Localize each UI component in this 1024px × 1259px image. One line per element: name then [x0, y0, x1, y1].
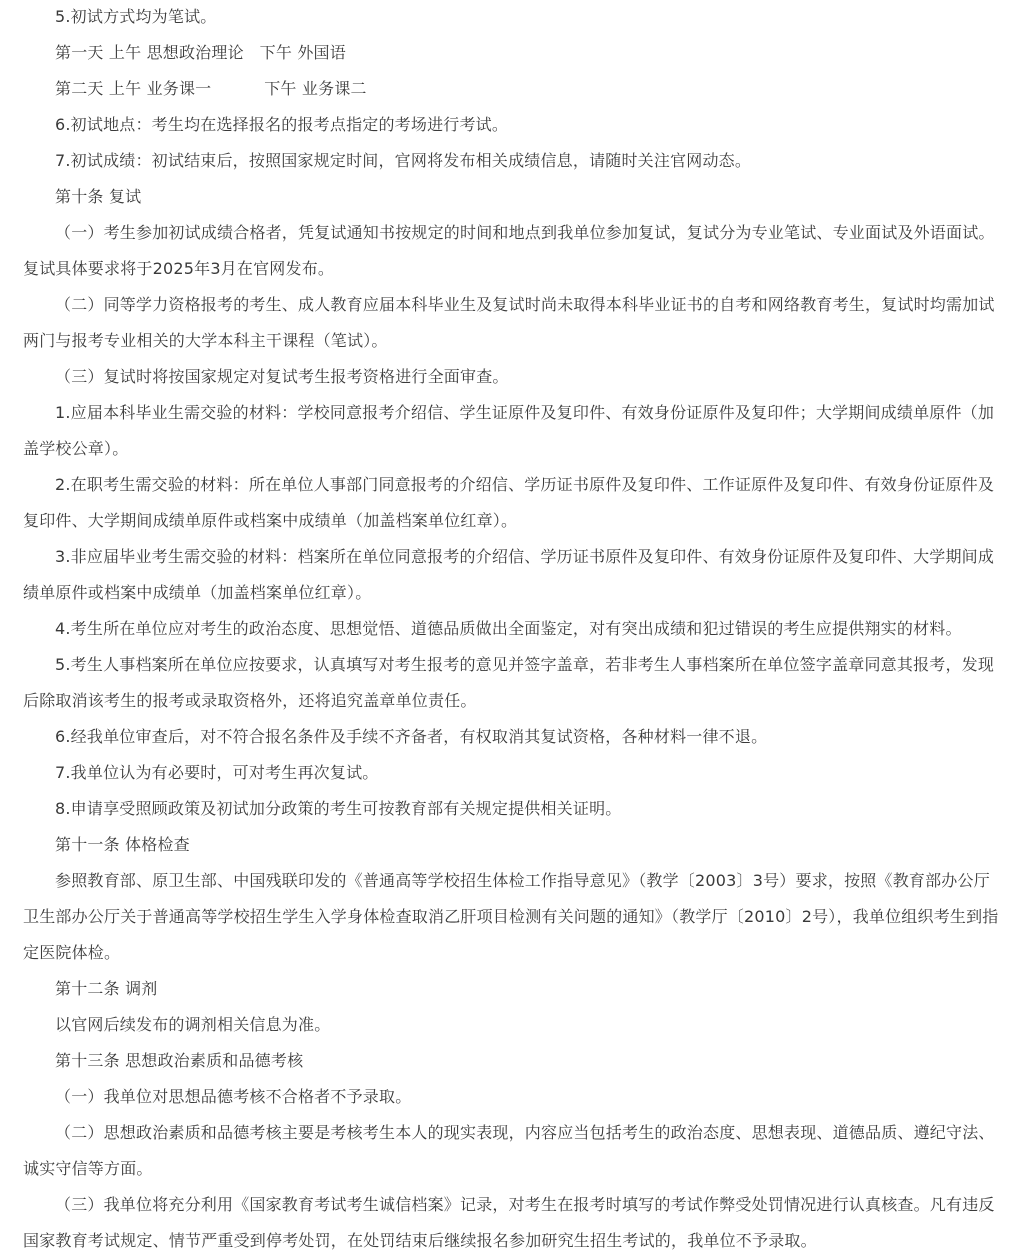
section-heading-adjustment: 第十二条 调剂: [55, 979, 158, 998]
paragraph-archive-unit: 5.考生人事档案所在单位应按要求，认真填写对考生报考的意见并签字盖章，若非考生人事档案所在单位签字盖章同意其报考，发现后除取消该考生的报考或录取资格外，还将追究盖章单位责任。: [23, 655, 995, 710]
paragraph-exam-results: 7.初试成绩：初试结束后，按照国家规定时间，官网将发布相关成绩信息，请随时关注官网动态。: [55, 151, 752, 170]
paragraph-unit-appraisal: 4.考生所在单位应对考生的政治态度、思想觉悟、道德品质做出全面鉴定，对有突出成绩和犯过错误的考生应提供翔实的材料。: [55, 619, 962, 638]
paragraph-day-one: 第一天 上午 思想政治理论 下午 外国语: [55, 43, 346, 62]
paragraph-material-employed: 2.在职考生需交验的材料：所在单位人事部门同意报考的介绍信、学历证书原件及复印件、工作证原件及复印件、有效身份证原件及复印件、大学期间成绩单原件或档案中成绩单（加盖档案单位红章）。: [23, 475, 995, 530]
paragraph-re-retest: 7.我单位认为有必要时，可对考生再次复试。: [55, 763, 379, 782]
paragraph-material-non-graduates: 3.非应届毕业考生需交验的材料：档案所在单位同意报考的介绍信、学历证书原件及复印件、有效身份证原件及复印件、大学期间成绩单原件或档案中成绩单（加盖档案单位红章）。: [23, 547, 995, 602]
section-heading-moral-assessment: 第十三条 思想政治素质和品德考核: [55, 1051, 304, 1070]
paragraph-exam-method: 5.初试方式均为笔试。: [55, 7, 217, 26]
section-heading-health-check: 第十一条 体格检查: [55, 835, 190, 854]
paragraph-moral-one: （一）我单位对思想品德考核不合格者不予录取。: [55, 1087, 412, 1106]
paragraph-material-graduates: 1.应届本科毕业生需交验的材料：学校同意报考介绍信、学生证原件及复印件、有效身份证原件及复印件；大学期间成绩单原件（加盖学校公章）。: [23, 403, 995, 458]
paragraph-retest-one: （一）考生参加初试成绩合格者，凭复试通知书按规定的时间和地点到我单位参加复试，复试分为专业笔试、专业面试及外语面试。复试具体要求将于2025年3月在官网发布。: [23, 223, 995, 278]
paragraph-moral-two: （二）思想政治素质和品德考核主要是考核考生本人的现实表现，内容应当包括考生的政治态度、思想表现、道德品质、遵纪守法、诚实守信等方面。: [23, 1123, 995, 1178]
paragraph-retest-three: （三）复试时将按国家规定对复试考生报考资格进行全面审查。: [55, 367, 509, 386]
paragraph-adjustment: 以官网后续发布的调剂相关信息为准。: [55, 1015, 331, 1034]
paragraph-bonus-policy: 8.申请享受照顾政策及初试加分政策的考生可按教育部有关规定提供相关证明。: [55, 799, 622, 818]
paragraph-review-result: 6.经我单位审查后，对不符合报名条件及手续不齐备者，有权取消其复试资格，各种材料一律不退。: [55, 727, 768, 746]
paragraph-day-two: 第二天 上午 业务课一 下午 业务课二: [55, 79, 367, 98]
paragraph-moral-three: （三）我单位将充分利用《国家教育考试考生诚信档案》记录，对考生在报考时填写的考试作弊受处罚情况进行认真核查。凡有违反国家教育考试规定、情节严重受到停考处罚，在处罚结束后继续报名参加研究生招生考试的，我单位不予录取。: [23, 1195, 995, 1250]
paragraph-exam-location: 6.初试地点：考生均在选择报名的报考点指定的考场进行考试。: [55, 115, 509, 134]
paragraph-retest-two: （二）同等学力资格报考的考生、成人教育应届本科毕业生及复试时尚未取得本科毕业证书的自考和网络教育考生，复试时均需加试两门与报考专业相关的大学本科主干课程（笔试）。: [23, 295, 995, 350]
section-heading-retest: 第十条 复试: [55, 187, 142, 206]
paragraph-health-check: 参照教育部、原卫生部、中国残联印发的《普通高等学校招生体检工作指导意见》（教学〔2003〕3号）要求，按照《教育部办公厅 卫生部办公厅关于普通高等学校招生学生入学身体检查取消乙肝项目检测有关问题的通知》（教学厅〔2010〕2号），我单位组织考生到指定医院体检。: [23, 871, 999, 962]
